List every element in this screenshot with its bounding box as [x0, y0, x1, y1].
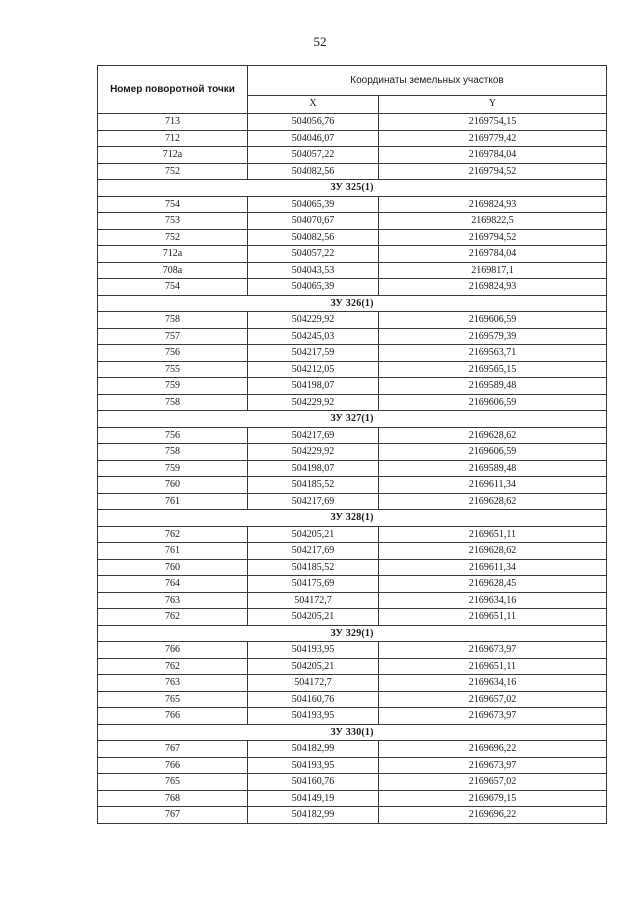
y-coordinate-cell: 2169784,04 [379, 147, 607, 164]
x-coordinate-cell: 504056,76 [248, 114, 379, 131]
point-number-cell: 765 [98, 774, 248, 791]
section-row [98, 510, 607, 527]
table-row [98, 444, 607, 461]
point-number-cell: 758 [98, 312, 248, 329]
x-coordinate-cell: 504070,67 [248, 213, 379, 230]
x-coordinate-cell: 504217,69 [248, 427, 379, 444]
table-row [98, 675, 607, 692]
y-coordinate-cell: 2169628,62 [379, 427, 607, 444]
table-row [98, 312, 607, 329]
table-row [98, 262, 607, 279]
y-coordinate-cell: 2169565,15 [379, 361, 607, 378]
point-number-cell: 763 [98, 675, 248, 692]
point-number-cell: 760 [98, 559, 248, 576]
point-number-cell: 766 [98, 642, 248, 659]
point-number-cell: 712а [98, 147, 248, 164]
table-row [98, 147, 607, 164]
x-coordinate-cell: 504057,22 [248, 147, 379, 164]
table-row [98, 279, 607, 296]
point-number-cell: 712а [98, 246, 248, 263]
point-number-cell: 768 [98, 790, 248, 807]
x-coordinate-cell: 504245,03 [248, 328, 379, 345]
x-coordinate-cell: 504065,39 [248, 196, 379, 213]
section-row [98, 180, 607, 197]
point-number-cell: 762 [98, 609, 248, 626]
table-row [98, 543, 607, 560]
section-title: ЗУ 325(1) [98, 180, 607, 197]
table-row [98, 378, 607, 395]
y-coordinate-cell: 2169606,59 [379, 312, 607, 329]
y-coordinate-cell: 2169817,1 [379, 262, 607, 279]
page-number: 52 [313, 34, 327, 49]
x-coordinate-cell: 504043,53 [248, 262, 379, 279]
x-column-header: X [248, 95, 379, 113]
table-row [98, 394, 607, 411]
table-row [98, 642, 607, 659]
y-coordinate-cell: 2169628,45 [379, 576, 607, 593]
section-row [98, 411, 607, 428]
table-row [98, 592, 607, 609]
table-row [98, 708, 607, 725]
x-coordinate-cell: 504160,76 [248, 691, 379, 708]
coordinates-table [97, 65, 607, 824]
point-number-cell: 759 [98, 378, 248, 395]
y-coordinate-cell: 2169673,97 [379, 757, 607, 774]
section-row [98, 295, 607, 312]
x-coordinate-cell: 504185,52 [248, 477, 379, 494]
point-number-cell: 761 [98, 493, 248, 510]
table-row [98, 477, 607, 494]
point-number-cell: 766 [98, 757, 248, 774]
section-row [98, 625, 607, 642]
point-number-cell: 758 [98, 444, 248, 461]
point-number-cell: 760 [98, 477, 248, 494]
x-coordinate-cell: 504046,07 [248, 130, 379, 147]
y-coordinate-cell: 2169628,62 [379, 493, 607, 510]
y-coordinate-cell: 2169822,5 [379, 213, 607, 230]
x-coordinate-cell: 504212,05 [248, 361, 379, 378]
table-row [98, 774, 607, 791]
point-number-cell: 712 [98, 130, 248, 147]
y-coordinate-cell: 2169634,16 [379, 675, 607, 692]
x-coordinate-cell: 504217,69 [248, 493, 379, 510]
table-body [98, 114, 607, 824]
table-row [98, 163, 607, 180]
point-number-cell: 753 [98, 213, 248, 230]
table-row [98, 114, 607, 131]
y-coordinate-cell: 2169673,97 [379, 642, 607, 659]
x-coordinate-cell: 504193,95 [248, 757, 379, 774]
y-coordinate-cell: 2169696,22 [379, 807, 607, 824]
x-coordinate-cell: 504182,99 [248, 741, 379, 758]
point-number-cell: 764 [98, 576, 248, 593]
y-coordinate-cell: 2169794,52 [379, 229, 607, 246]
table-row [98, 741, 607, 758]
x-coordinate-cell: 504182,99 [248, 807, 379, 824]
point-number-cell: 755 [98, 361, 248, 378]
x-coordinate-cell: 504229,92 [248, 394, 379, 411]
point-number-cell: 757 [98, 328, 248, 345]
table-row [98, 609, 607, 626]
table-row [98, 130, 607, 147]
point-number-cell: 766 [98, 708, 248, 725]
y-coordinate-cell: 2169784,04 [379, 246, 607, 263]
point-number-cell: 752 [98, 229, 248, 246]
point-number-cell: 761 [98, 543, 248, 560]
y-coordinate-cell: 2169634,16 [379, 592, 607, 609]
table-row [98, 757, 607, 774]
table-row [98, 460, 607, 477]
y-coordinate-cell: 2169606,59 [379, 394, 607, 411]
table-row [98, 691, 607, 708]
table-header [98, 66, 607, 114]
x-coordinate-cell: 504205,21 [248, 609, 379, 626]
x-coordinate-cell: 504065,39 [248, 279, 379, 296]
y-coordinate-cell: 2169651,11 [379, 609, 607, 626]
section-title: ЗУ 329(1) [98, 625, 607, 642]
y-coordinate-cell: 2169673,97 [379, 708, 607, 725]
x-coordinate-cell: 504160,76 [248, 774, 379, 791]
y-coordinate-cell: 2169611,34 [379, 559, 607, 576]
table-row [98, 493, 607, 510]
y-coordinate-cell: 2169824,93 [379, 196, 607, 213]
point-number-cell: 754 [98, 196, 248, 213]
x-coordinate-cell: 504229,92 [248, 444, 379, 461]
x-coordinate-cell: 504198,07 [248, 460, 379, 477]
y-coordinate-cell: 2169657,02 [379, 691, 607, 708]
y-coordinate-cell: 2169563,71 [379, 345, 607, 362]
y-coordinate-cell: 2169579,39 [379, 328, 607, 345]
point-number-cell: 765 [98, 691, 248, 708]
point-number-cell: 763 [98, 592, 248, 609]
x-coordinate-cell: 504082,56 [248, 163, 379, 180]
y-coordinate-cell: 2169589,48 [379, 378, 607, 395]
table-row [98, 246, 607, 263]
table-row [98, 345, 607, 362]
y-column-header: Y [379, 95, 607, 113]
table-row [98, 361, 607, 378]
table-row [98, 559, 607, 576]
point-number-cell: 762 [98, 658, 248, 675]
y-coordinate-cell: 2169779,42 [379, 130, 607, 147]
x-coordinate-cell: 504217,69 [248, 543, 379, 560]
table-row [98, 427, 607, 444]
y-coordinate-cell: 2169794,52 [379, 163, 607, 180]
point-number-cell: 754 [98, 279, 248, 296]
point-number-cell: 767 [98, 741, 248, 758]
table-row [98, 807, 607, 824]
y-coordinate-cell: 2169824,93 [379, 279, 607, 296]
section-title: ЗУ 326(1) [98, 295, 607, 312]
x-coordinate-cell: 504193,95 [248, 708, 379, 725]
y-coordinate-cell: 2169696,22 [379, 741, 607, 758]
table-row [98, 790, 607, 807]
x-coordinate-cell: 504172,7 [248, 675, 379, 692]
x-coordinate-cell: 504185,52 [248, 559, 379, 576]
point-number-header: Номер поворотной точки [98, 66, 248, 114]
x-coordinate-cell: 504217,59 [248, 345, 379, 362]
y-coordinate-cell: 2169606,59 [379, 444, 607, 461]
section-row [98, 724, 607, 741]
table-row [98, 229, 607, 246]
x-coordinate-cell: 504229,92 [248, 312, 379, 329]
section-title: ЗУ 330(1) [98, 724, 607, 741]
y-coordinate-cell: 2169679,15 [379, 790, 607, 807]
x-coordinate-cell: 504198,07 [248, 378, 379, 395]
y-coordinate-cell: 2169611,34 [379, 477, 607, 494]
point-number-cell: 759 [98, 460, 248, 477]
point-number-cell: 762 [98, 526, 248, 543]
table-row [98, 658, 607, 675]
section-title: ЗУ 327(1) [98, 411, 607, 428]
y-coordinate-cell: 2169628,62 [379, 543, 607, 560]
point-number-cell: 756 [98, 345, 248, 362]
y-coordinate-cell: 2169651,11 [379, 658, 607, 675]
point-number-cell: 758 [98, 394, 248, 411]
x-coordinate-cell: 504082,56 [248, 229, 379, 246]
table-row [98, 213, 607, 230]
x-coordinate-cell: 504205,21 [248, 526, 379, 543]
x-coordinate-cell: 504149,19 [248, 790, 379, 807]
point-number-cell: 752 [98, 163, 248, 180]
y-coordinate-cell: 2169589,48 [379, 460, 607, 477]
table-row [98, 576, 607, 593]
x-coordinate-cell: 504175,69 [248, 576, 379, 593]
y-coordinate-cell: 2169754,15 [379, 114, 607, 131]
coordinates-header: Координаты земельных участков [248, 66, 607, 96]
y-coordinate-cell: 2169651,11 [379, 526, 607, 543]
y-coordinate-cell: 2169657,02 [379, 774, 607, 791]
point-number-cell: 713 [98, 114, 248, 131]
x-coordinate-cell: 504193,95 [248, 642, 379, 659]
x-coordinate-cell: 504057,22 [248, 246, 379, 263]
table-row [98, 526, 607, 543]
x-coordinate-cell: 504172,7 [248, 592, 379, 609]
x-coordinate-cell: 504205,21 [248, 658, 379, 675]
point-number-cell: 708а [98, 262, 248, 279]
point-number-cell: 767 [98, 807, 248, 824]
point-number-cell: 756 [98, 427, 248, 444]
table-row [98, 196, 607, 213]
section-title: ЗУ 328(1) [98, 510, 607, 527]
table-row [98, 328, 607, 345]
